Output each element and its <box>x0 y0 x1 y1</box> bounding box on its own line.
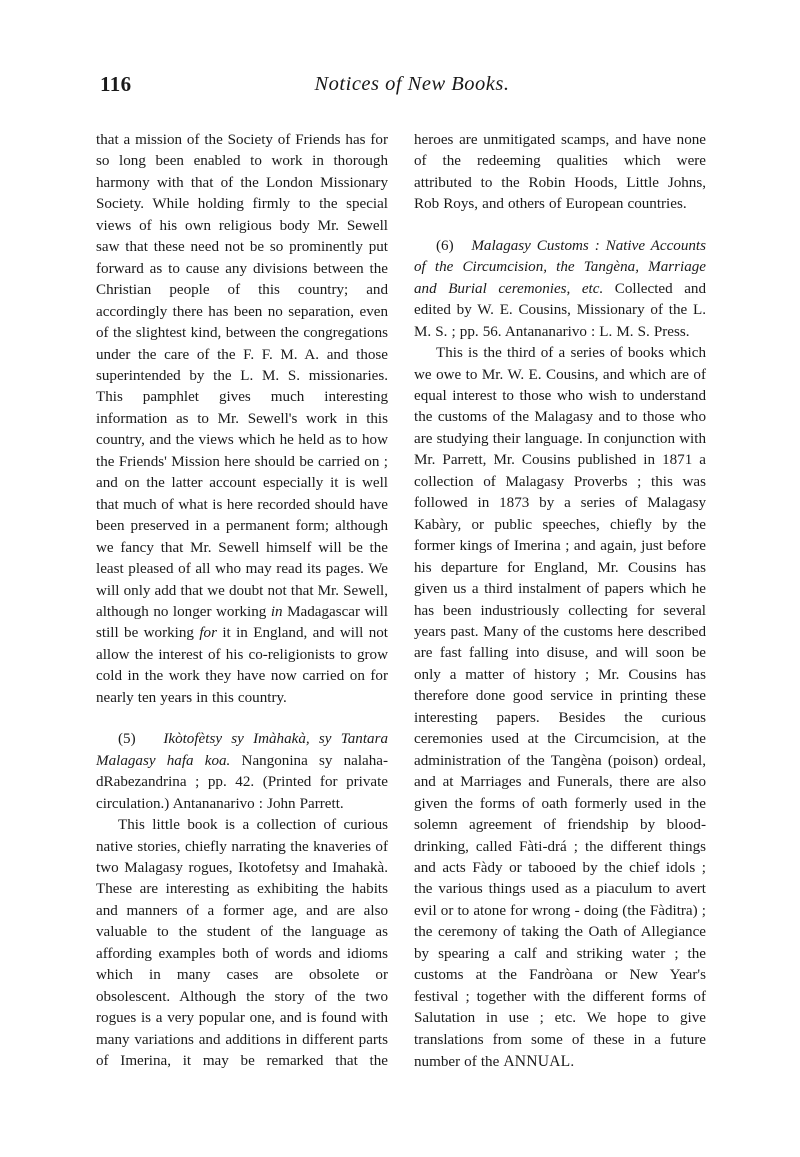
text-block <box>96 72 706 1094</box>
paragraph-text-end: it in England, and will not allow the interest of his co-religionists to grow cold in the work they have now carried on for nearly ten years in this country. <box>96 625 388 706</box>
entry-5-review: This little book is a collection of curious native stories, chiefly narrating the knaveries of two Malagasy rogues, Ikotofetsy and Imahakà. These are interesting as exhibiting the habits and manners of a former age, and are also valuable to the student of the language as affording examples both of words and idioms which in many cases are obsolete or obsolescent. Although the story of the two rogues is a very popular one, and is found with many variations and additions in different parts of Imerina, it may be remarked that the <box>96 817 388 1070</box>
smallcaps-annual: ANNUAL <box>503 1053 571 1071</box>
running-head <box>96 72 706 118</box>
review-text-end: . <box>570 1054 575 1071</box>
entry-title: Malagasy Customs : Native Accounts of the Circumcision, the Tangèna, Marriage and Burial ceremonies, etc. <box>414 237 706 297</box>
left-column <box>96 130 388 1094</box>
two-column-layout <box>96 130 706 1094</box>
right-column <box>414 130 706 1073</box>
italic-word-in: in <box>270 603 283 620</box>
paragraph-continued-sewell <box>96 130 388 709</box>
entry-number: (5) <box>118 731 136 748</box>
page-number: 116 <box>100 72 132 96</box>
paragraph-continued-heroes: heroes are unmitigated scamps, and have none of the redeeming qualities which were attributed to the Robin Hoods, Little Johns, Rob Roys, and others of European countries. <box>414 132 706 213</box>
entry-6-review <box>414 343 706 1073</box>
entry-number: (6) <box>436 237 454 254</box>
running-head-title: Notices of New Books. <box>314 73 510 95</box>
review-text: This is the third of a series of books which we owe to Mr. W. E. Cousins, and which are of equal interest to those who wish to understand the customs of the Malagasy and to those who are studying their language. In conjunction with Mr. Parrett, Mr. Cousins published in 1871 a collection of Malagasy Proverbs ; this was followed in 1873 by a series of Malagasy Kabàry, or public speeches, chiefly by the former kings of Imerina ; and again, just before his departure for England, Mr. Cousins has given us a third instalment of papers which he has been industriously collecting for several years past. Many of the customs here described are fast falling into disuse, and will soon be only a matter of history ; Mr. Cousins has therefore done good service in printing these interesting papers. Besides the curious ceremonies used at the Circumcision, at the administration of the Tangèna (poison) ordeal, and at Marriages and Funerals, there are also given the forms of oath formerly used in the solemn agreement of friendship by blood-drinking, called Fàti-drá ; the different things and acts Fàdy or tabooed by the chief idols ; the various things used as a piaculum to avert evil or to atone for wrong - doing (the Fàditra) ; the ceremony of taking the Oath of Allegiance by spearing a calf and striking water ; the customs at the Fandròana or New Year's festival ; together with the different forms of Salutation in use ; etc. We hope to give translations from some of these in a future number of the <box>414 345 706 1071</box>
entry-imprint: Collected and edited by W. E. Cousins, Missionary of the L. M. S. ; pp. 56. Antananarivo : L. M. S. Press. <box>414 280 707 340</box>
paragraph-text-mid: Madagascar will still be working <box>96 603 388 642</box>
entry-title: Ikòtofètsy sy Imàhakà, sy Tantara Malagasy hafa koa. <box>96 731 388 769</box>
entry-imprint: Nangonina sy nalaha-dRabezandrina ; pp. 42. (Printed for private circulation.) Antananarivo : John Parrett. <box>96 752 389 812</box>
book-entry-5 <box>96 729 388 815</box>
book-entry-6 <box>414 236 706 343</box>
italic-word-for: for <box>199 625 217 642</box>
paragraph-text: that a mission of the Society of Friends has for so long been enabled to work in thorough harmony with that of the London Missionary Society. While holding firmly to the special views of his own religious body Mr. Sewell saw that these need not be so prominently put forward as to cause any divisions between the Christian people of this country; and accordingly there has been no separation, even of the slightest kind, between the congregations under the care of the F. F. M. A. and those superintended by the L. M. S. missionaries. This pamphlet gives much interesting information as to Mr. Sewell's work in this country, and the views which he held as to how the Friends' Mission here should be carried on ; and on the latter account especially it is well that much of what is here recorded should have been preserved in a permanent form; although we fancy that Mr. Sewell himself will be the least pleased of all who may read its pages. We will only add that we doubt not that Mr. Sewell, although no longer working <box>96 132 388 620</box>
